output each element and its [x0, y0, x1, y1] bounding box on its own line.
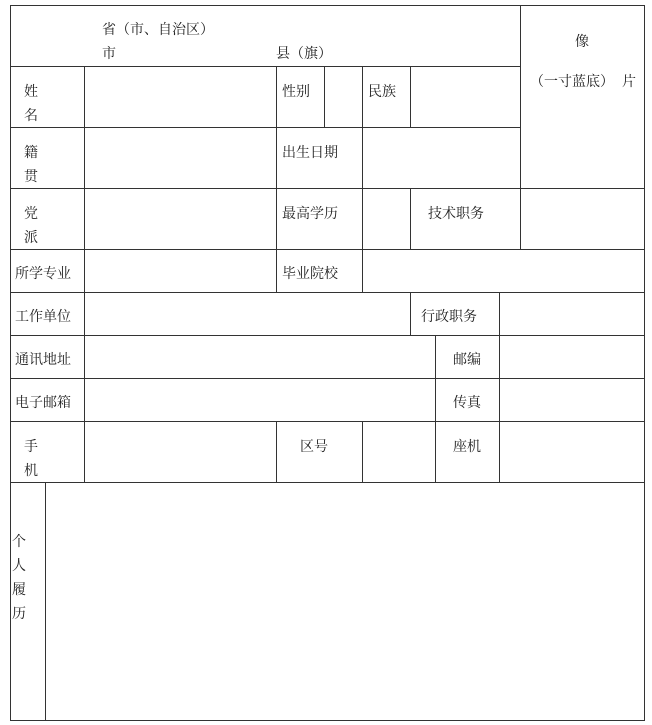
name-label-1: 姓 — [24, 84, 38, 100]
gender-label: 性别 — [282, 84, 310, 100]
party-label-1: 党 — [24, 206, 38, 222]
fax-field[interactable] — [500, 379, 644, 421]
resume-label-2: 人 — [12, 558, 26, 574]
postcode-field[interactable] — [500, 336, 644, 378]
border-right — [644, 5, 645, 721]
native-place-field[interactable] — [85, 128, 276, 188]
border-left — [10, 5, 11, 721]
school-label: 毕业院校 — [282, 266, 338, 282]
area-code-label: 区号 — [300, 439, 328, 455]
mobile-label-1: 手 — [24, 439, 38, 455]
resume-label-3: 履 — [12, 582, 26, 598]
province-label: 省（市、自治区） — [102, 22, 214, 38]
col-line-276-b — [276, 421, 277, 483]
area-code-field[interactable] — [363, 422, 435, 482]
postcode-label: 邮编 — [453, 352, 481, 368]
ethnicity-field[interactable] — [411, 67, 520, 127]
border-bottom — [10, 720, 645, 721]
gender-field[interactable] — [325, 67, 362, 127]
major-label: 所学专业 — [15, 266, 71, 282]
photo-label-xiang: 像 — [575, 34, 589, 50]
col-line-410-b — [410, 188, 411, 250]
admin-title-label: 行政职务 — [421, 309, 477, 325]
work-unit-field[interactable] — [85, 293, 410, 335]
party-field[interactable] — [85, 189, 276, 249]
fax-label: 传真 — [453, 395, 481, 411]
education-field[interactable] — [363, 189, 410, 249]
name-field[interactable] — [85, 67, 276, 127]
tech-title-label: 技术职务 — [428, 206, 484, 222]
native-label-2: 贯 — [24, 169, 38, 185]
email-field[interactable] — [85, 379, 435, 421]
resume-field[interactable] — [46, 483, 644, 720]
email-label: 电子邮箱 — [15, 395, 71, 411]
education-label: 最高学历 — [282, 206, 338, 222]
party-label-2: 派 — [24, 230, 38, 246]
landline-field[interactable] — [500, 422, 644, 482]
resume-label-4: 历 — [12, 606, 26, 622]
landline-label: 座机 — [453, 439, 481, 455]
col-line-410-c — [410, 292, 411, 336]
ethnicity-label: 民族 — [368, 84, 396, 100]
col-line-435 — [435, 335, 436, 483]
photo-label-pian: 片 — [622, 74, 636, 90]
school-field[interactable] — [363, 250, 644, 292]
work-unit-label: 工作单位 — [15, 309, 71, 325]
border-top — [10, 5, 645, 6]
address-field[interactable] — [85, 336, 435, 378]
address-label: 通讯地址 — [15, 352, 71, 368]
tech-title-field[interactable] — [521, 189, 644, 249]
native-label-1: 籍 — [24, 145, 38, 161]
birth-date-field[interactable] — [363, 128, 520, 188]
resume-label-1: 个 — [12, 534, 26, 550]
col-line-276-a — [276, 66, 277, 293]
admin-title-field[interactable] — [500, 293, 644, 335]
mobile-field[interactable] — [85, 422, 276, 482]
major-field[interactable] — [85, 250, 276, 292]
county-label: 县（旗） — [276, 46, 332, 62]
mobile-label-2: 机 — [24, 463, 38, 479]
name-label-2: 名 — [24, 108, 38, 124]
city-label: 市 — [102, 46, 116, 62]
photo-label-note: （一寸蓝底） — [530, 74, 614, 90]
birth-date-label: 出生日期 — [282, 145, 338, 161]
